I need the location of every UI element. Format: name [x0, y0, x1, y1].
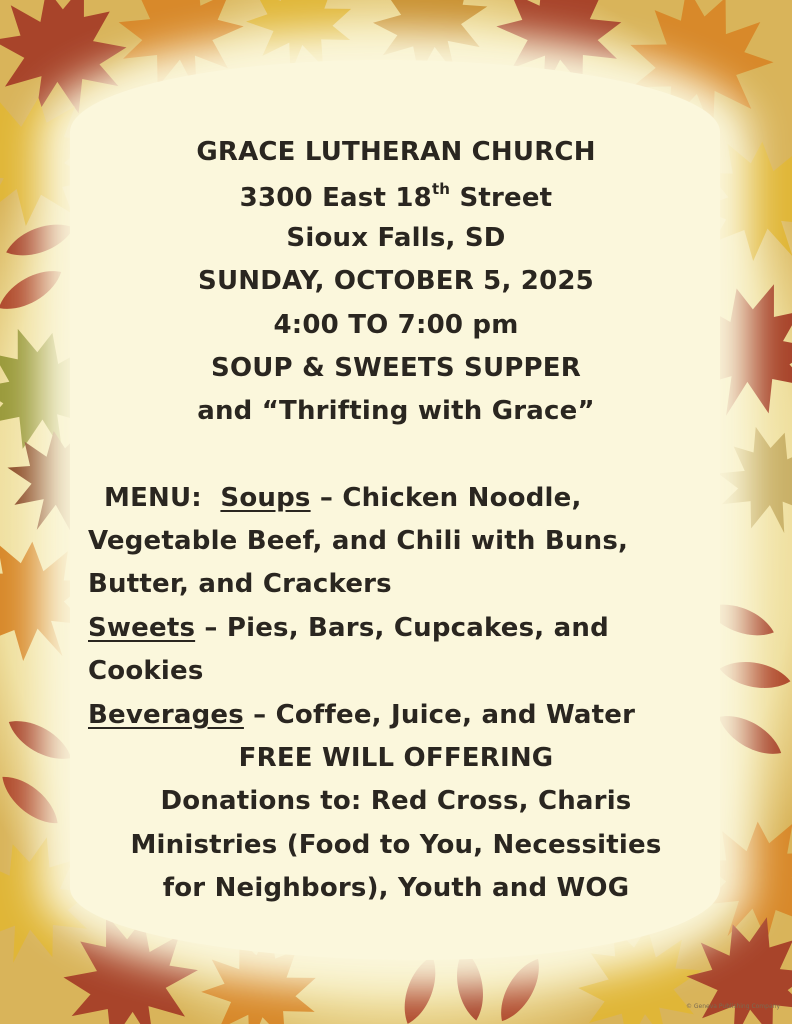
menu-beverages-line [88, 700, 635, 730]
sweets-text: – Pies, Bars, Cupcakes, and [195, 613, 609, 643]
soups-label: Soups [220, 483, 311, 513]
event-date: SUNDAY, OCTOBER 5, 2025 [198, 266, 594, 296]
donations-line-2: Ministries (Food to You, Necessities [130, 830, 662, 860]
address-ordinal-suffix: th [431, 180, 451, 198]
event-time: 4:00 TO 7:00 pm [273, 310, 519, 340]
sweets-label: Sweets [88, 613, 196, 643]
church-name: GRACE LUTHERAN CHURCH [196, 137, 596, 167]
church-address [0, 180, 792, 213]
free-will-offering: FREE WILL OFFERING [238, 743, 554, 773]
menu-soups-line [104, 483, 582, 513]
donations-line-3: for Neighbors), Youth and WOG [162, 873, 630, 903]
menu-sweets-line [88, 613, 609, 643]
soups-text-line-2: Vegetable Beef, and Chili with Buns, [88, 526, 629, 556]
address-number-street: 3300 East 18 [239, 183, 432, 213]
address-street-type: Street [450, 183, 553, 213]
soups-text-line-3: Butter, and Crackers [88, 569, 392, 599]
sweets-text-line-2: Cookies [88, 656, 204, 686]
beverages-text: – Coffee, Juice, and Water [243, 700, 636, 730]
soups-text: – Chicken Noodle, [310, 483, 582, 513]
event-title: SOUP & SWEETS SUPPER [211, 353, 581, 383]
beverages-label: Beverages [88, 700, 244, 730]
menu-label: MENU: [104, 483, 202, 513]
publisher-credit: © Geneva Publishing Company [686, 1003, 780, 1010]
event-subtitle: and “Thrifting with Grace” [197, 396, 595, 426]
church-city: Sioux Falls, SD [286, 223, 506, 253]
donations-line-1: Donations to: Red Cross, Charis [160, 786, 632, 816]
